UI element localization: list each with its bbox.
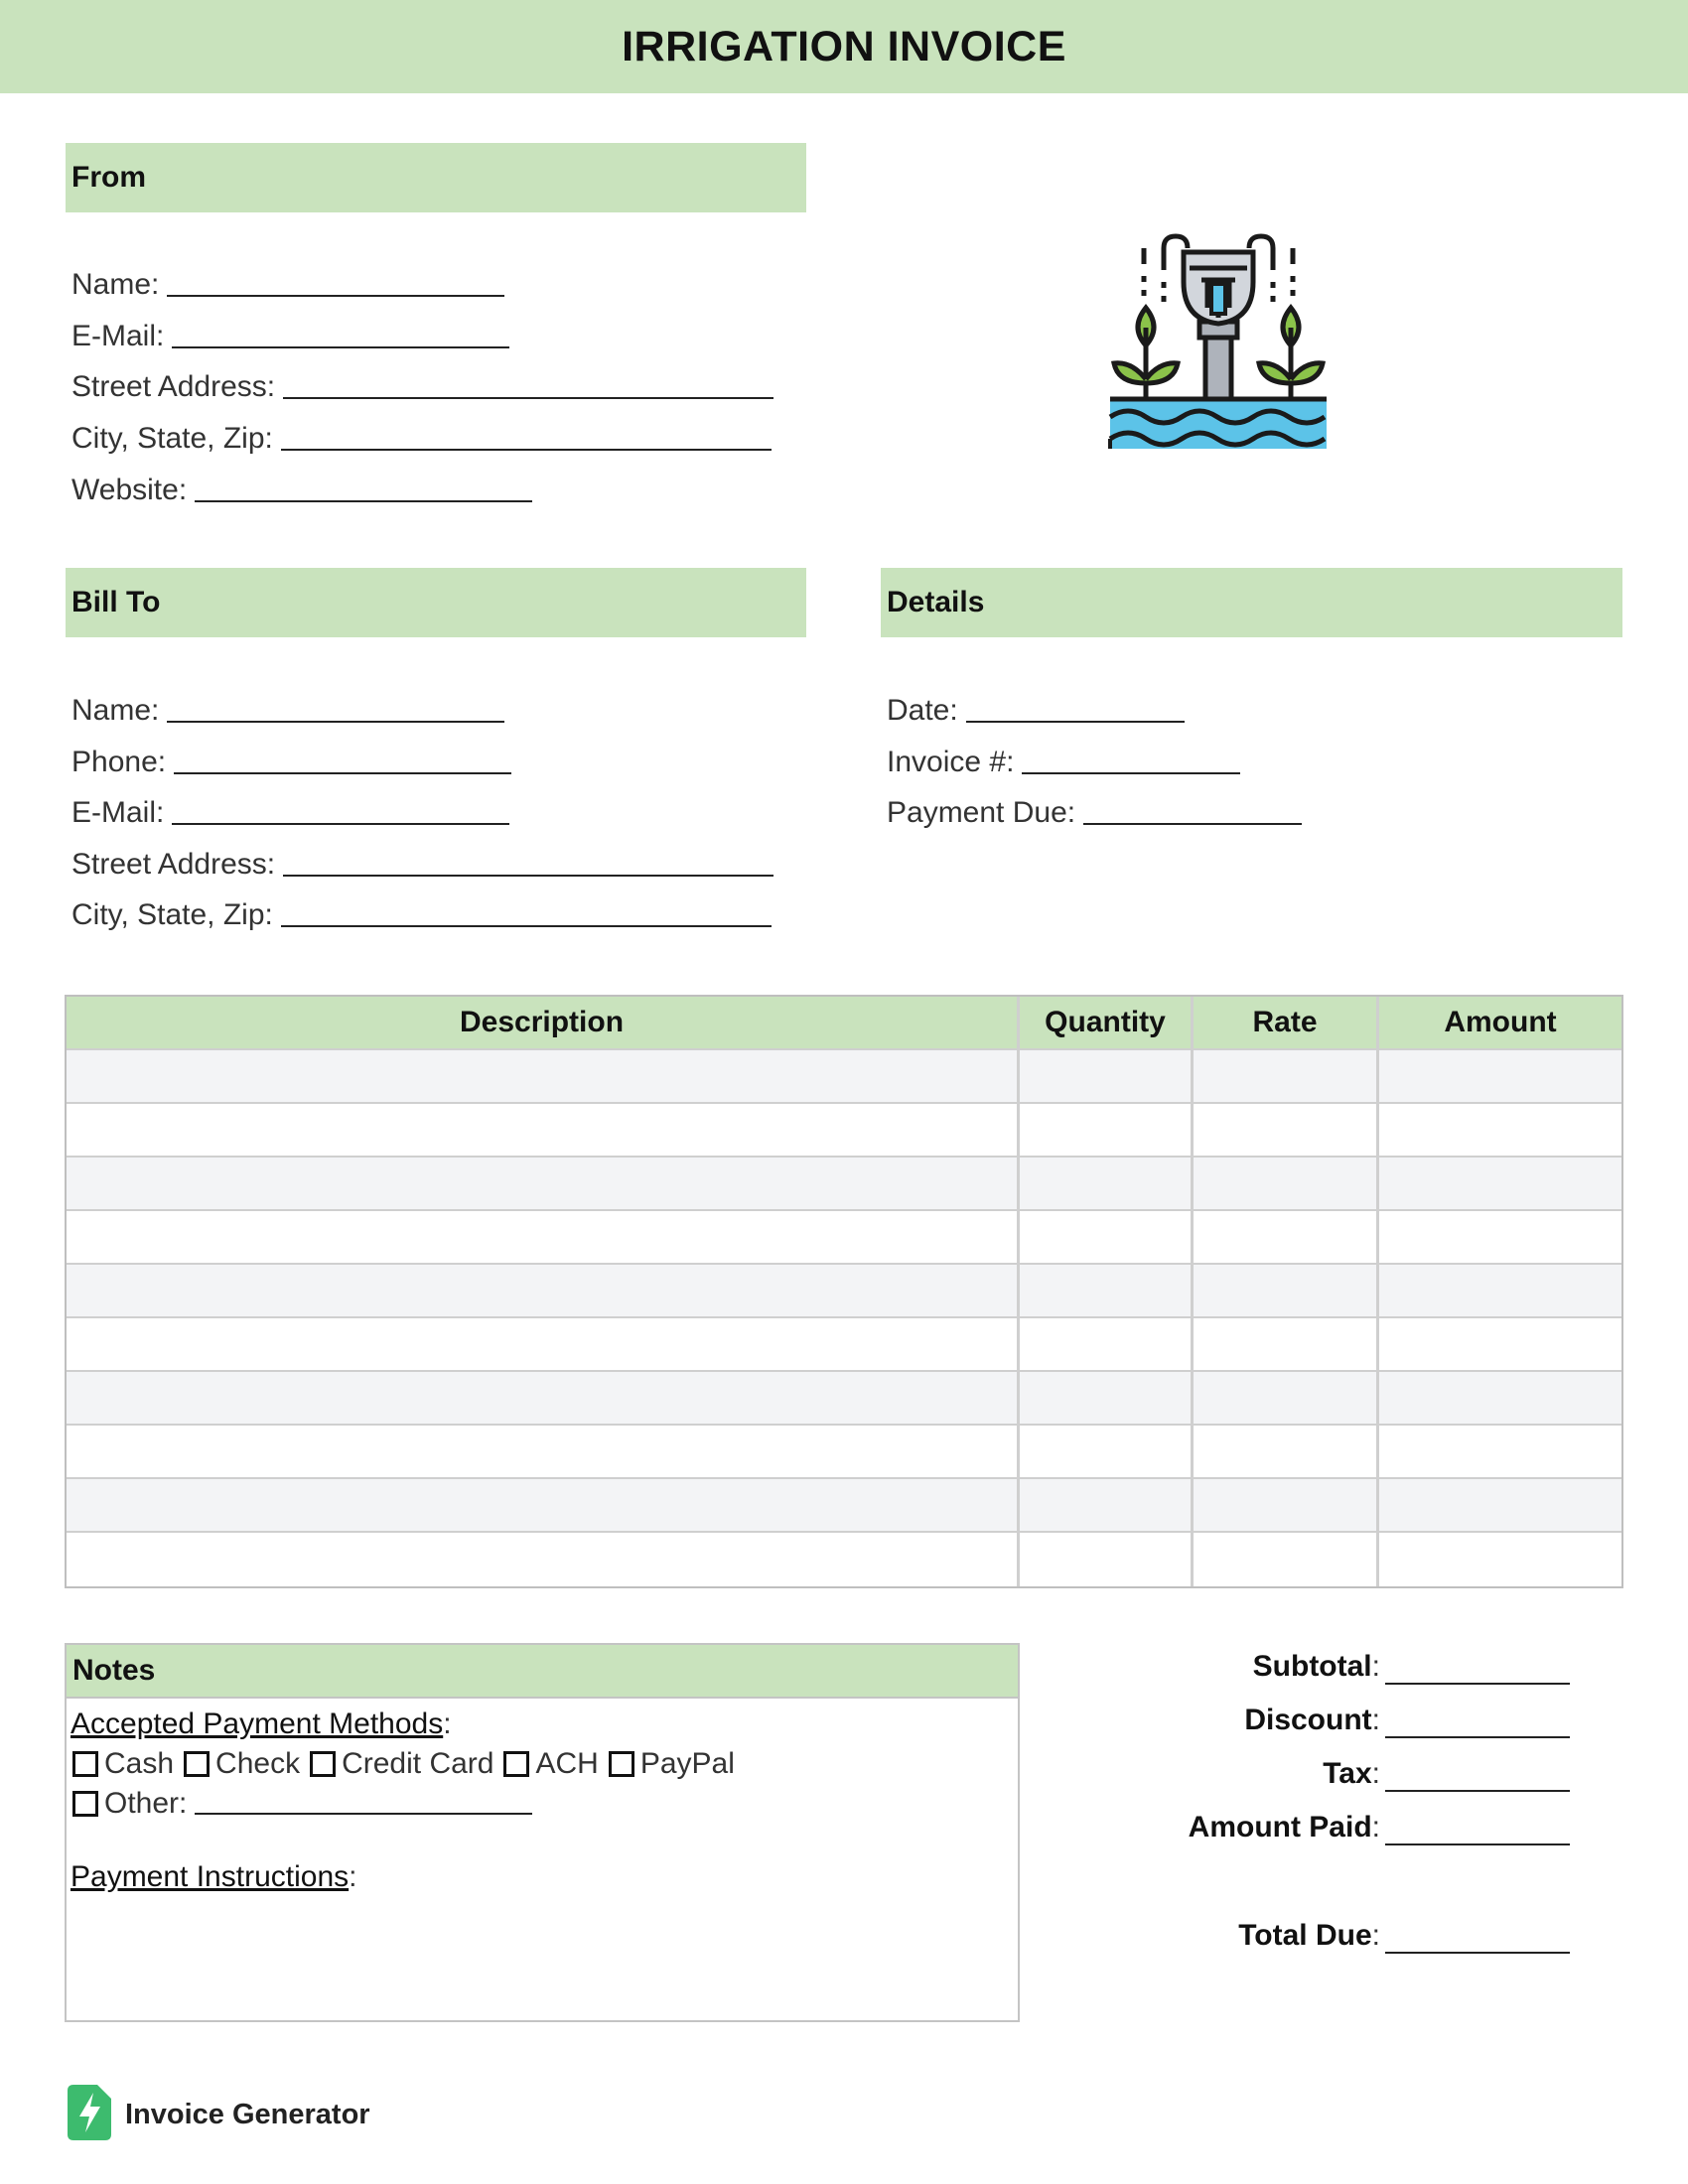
rate-cell[interactable] — [1194, 1211, 1379, 1263]
bill-to-section-header — [66, 568, 806, 637]
description-cell[interactable] — [67, 1265, 1020, 1316]
bill-name-field[interactable] — [71, 694, 504, 728]
tax-label: Tax — [1323, 1757, 1372, 1790]
quantity-cell[interactable] — [1020, 1318, 1194, 1370]
bill-phone-field[interactable] — [71, 746, 511, 779]
quantity-cell[interactable] — [1020, 1265, 1194, 1316]
details-heading: Details — [887, 586, 985, 618]
subtotal-line[interactable] — [1385, 1682, 1570, 1685]
payment-due-label: Payment Due: — [887, 796, 1076, 829]
payment-methods-colon: : — [443, 1707, 452, 1740]
total-due-colon: : — [1371, 1919, 1380, 1952]
from-email-line[interactable] — [172, 345, 509, 348]
bill-city-field[interactable] — [71, 898, 772, 932]
payment-instructions-line[interactable] — [70, 1857, 1014, 1897]
from-website-field[interactable] — [71, 474, 532, 507]
footer-brand — [68, 2085, 370, 2145]
description-cell[interactable] — [67, 1479, 1020, 1531]
bill-phone-line[interactable] — [174, 771, 511, 774]
amount-cell[interactable] — [1379, 1533, 1621, 1586]
payment-instructions-label: Payment Instructions — [70, 1860, 350, 1893]
table-row — [67, 1158, 1621, 1211]
bill-email-line[interactable] — [172, 822, 509, 825]
bill-street-field[interactable] — [71, 848, 774, 882]
from-email-field[interactable] — [71, 320, 509, 353]
invoice-number-label: Invoice #: — [887, 746, 1015, 778]
subtotal-row — [1053, 1650, 1380, 1684]
rate-cell[interactable] — [1194, 1265, 1379, 1316]
date-field[interactable] — [887, 694, 1185, 728]
total-due-row — [1053, 1919, 1380, 1953]
quantity-cell[interactable] — [1020, 1479, 1194, 1531]
rate-cell[interactable] — [1194, 1158, 1379, 1209]
quantity-cell[interactable] — [1020, 1158, 1194, 1209]
notes-body — [67, 1699, 1018, 1897]
bill-email-field[interactable] — [71, 796, 509, 830]
other-method-option — [70, 1784, 1014, 1824]
from-email-label: E-Mail: — [71, 320, 165, 352]
paypal-checkbox[interactable] — [609, 1751, 634, 1777]
amount-cell[interactable] — [1379, 1372, 1621, 1424]
from-website-line[interactable] — [195, 499, 532, 502]
title-banner — [0, 0, 1688, 93]
from-name-label: Name: — [71, 268, 160, 301]
bill-name-label: Name: — [71, 694, 160, 727]
discount-colon: : — [1371, 1704, 1380, 1736]
table-row — [67, 1050, 1621, 1104]
ach-label: ACH — [535, 1747, 599, 1780]
amount-paid-row — [1053, 1811, 1380, 1844]
description-cell[interactable] — [67, 1426, 1020, 1477]
amount-paid-line[interactable] — [1385, 1843, 1570, 1845]
description-cell[interactable] — [67, 1211, 1020, 1263]
notes-box — [65, 1643, 1020, 2022]
cash-checkbox[interactable] — [72, 1751, 98, 1777]
bill-street-label: Street Address: — [71, 848, 276, 881]
header-rate: Rate — [1194, 997, 1379, 1048]
quantity-cell[interactable] — [1020, 1533, 1194, 1586]
rate-cell[interactable] — [1194, 1426, 1379, 1477]
quantity-cell[interactable] — [1020, 1050, 1194, 1102]
payment-methods-line — [70, 1705, 1014, 1744]
irrigation-sprinkler-icon — [1104, 228, 1333, 457]
bill-to-heading: Bill To — [71, 586, 161, 618]
ach-checkbox[interactable] — [503, 1751, 529, 1777]
paypal-label: PayPal — [639, 1747, 735, 1780]
invoice-number-line[interactable] — [1022, 771, 1240, 774]
header-quantity: Quantity — [1020, 997, 1194, 1048]
payment-instructions-colon: : — [349, 1860, 357, 1893]
cash-label: Cash — [104, 1747, 175, 1780]
from-street-line[interactable] — [283, 396, 774, 399]
payment-due-field[interactable] — [887, 796, 1302, 830]
rate-cell[interactable] — [1194, 1372, 1379, 1424]
from-street-label: Street Address: — [71, 370, 276, 403]
check-checkbox[interactable] — [184, 1751, 210, 1777]
amount-cell[interactable] — [1379, 1479, 1621, 1531]
total-due-label: Total Due — [1238, 1919, 1372, 1952]
bill-city-line[interactable] — [281, 924, 772, 927]
header-description: Description — [67, 997, 1020, 1048]
description-cell[interactable] — [67, 1533, 1020, 1586]
discount-line[interactable] — [1385, 1735, 1570, 1738]
amount-cell[interactable] — [1379, 1104, 1621, 1156]
quantity-cell[interactable] — [1020, 1104, 1194, 1156]
table-row — [67, 1104, 1621, 1158]
from-website-label: Website: — [71, 474, 188, 506]
subtotal-label: Subtotal — [1252, 1650, 1372, 1683]
from-name-field[interactable] — [71, 268, 504, 302]
table-row — [67, 1211, 1621, 1265]
payment-due-line[interactable] — [1083, 822, 1302, 825]
from-city-field[interactable] — [71, 422, 772, 456]
credit-card-checkbox[interactable] — [310, 1751, 336, 1777]
payment-methods-label: Accepted Payment Methods — [70, 1707, 444, 1740]
check-label: Check — [215, 1747, 301, 1780]
details-section-header — [881, 568, 1622, 637]
rate-cell[interactable] — [1194, 1533, 1379, 1586]
date-line[interactable] — [966, 720, 1185, 723]
from-name-line[interactable] — [167, 294, 504, 297]
amount-cell[interactable] — [1379, 1426, 1621, 1477]
amount-cell[interactable] — [1379, 1050, 1621, 1102]
amount-cell[interactable] — [1379, 1211, 1621, 1263]
header-amount: Amount — [1444, 1006, 1557, 1038]
bill-name-line[interactable] — [167, 720, 504, 723]
rate-cell[interactable] — [1194, 1104, 1379, 1156]
bill-city-label: City, State, Zip: — [71, 898, 273, 931]
description-cell[interactable] — [67, 1318, 1020, 1370]
rate-cell[interactable] — [1194, 1318, 1379, 1370]
invoice-title: IRRIGATION INVOICE — [622, 22, 1066, 70]
amount-paid-label: Amount Paid — [1188, 1811, 1372, 1843]
amount-cell[interactable] — [1379, 1265, 1621, 1316]
table-row — [67, 1426, 1621, 1479]
amount-cell[interactable] — [1379, 1318, 1621, 1370]
description-cell[interactable] — [67, 1372, 1020, 1424]
payment-method-options — [70, 1744, 1014, 1784]
notes-header — [67, 1645, 1018, 1699]
other-line[interactable] — [195, 1812, 532, 1815]
amount-paid-colon: : — [1371, 1811, 1380, 1843]
other-checkbox[interactable] — [72, 1791, 98, 1817]
from-heading: From — [71, 161, 146, 194]
line-items-table — [65, 995, 1623, 1588]
table-header-row — [67, 997, 1621, 1050]
from-city-label: City, State, Zip: — [71, 422, 273, 455]
table-row — [67, 1533, 1621, 1586]
tax-line[interactable] — [1385, 1789, 1570, 1792]
quantity-cell[interactable] — [1020, 1426, 1194, 1477]
table-row — [67, 1265, 1621, 1318]
subtotal-colon: : — [1371, 1650, 1380, 1683]
tax-colon: : — [1371, 1757, 1380, 1790]
credit-card-label: Credit Card — [342, 1747, 494, 1780]
from-section-header — [66, 143, 806, 212]
from-city-line[interactable] — [281, 448, 772, 451]
tax-row — [1053, 1757, 1380, 1791]
table-row — [67, 1372, 1621, 1426]
discount-label: Discount — [1244, 1704, 1372, 1736]
rate-cell[interactable] — [1194, 1050, 1379, 1102]
from-street-field[interactable] — [71, 370, 774, 404]
quantity-cell[interactable] — [1020, 1211, 1194, 1263]
bill-email-label: E-Mail: — [71, 796, 165, 829]
discount-row — [1053, 1704, 1380, 1737]
description-cell[interactable] — [67, 1104, 1020, 1156]
date-label: Date: — [887, 694, 958, 727]
bill-street-line[interactable] — [283, 874, 774, 877]
invoice-number-field[interactable] — [887, 746, 1240, 779]
amount-cell[interactable] — [1379, 1158, 1621, 1209]
description-cell[interactable] — [67, 1158, 1020, 1209]
lightning-bolt-icon — [68, 2085, 111, 2145]
quantity-cell[interactable] — [1020, 1372, 1194, 1424]
brand-name: Invoice Generator — [125, 2099, 370, 2130]
bill-phone-label: Phone: — [71, 746, 167, 778]
notes-heading: Notes — [72, 1654, 156, 1687]
other-label: Other: — [104, 1787, 188, 1820]
table-row — [67, 1318, 1621, 1372]
table-row — [67, 1479, 1621, 1533]
rate-cell[interactable] — [1194, 1479, 1379, 1531]
description-cell[interactable] — [67, 1050, 1020, 1102]
total-due-line[interactable] — [1385, 1951, 1570, 1954]
